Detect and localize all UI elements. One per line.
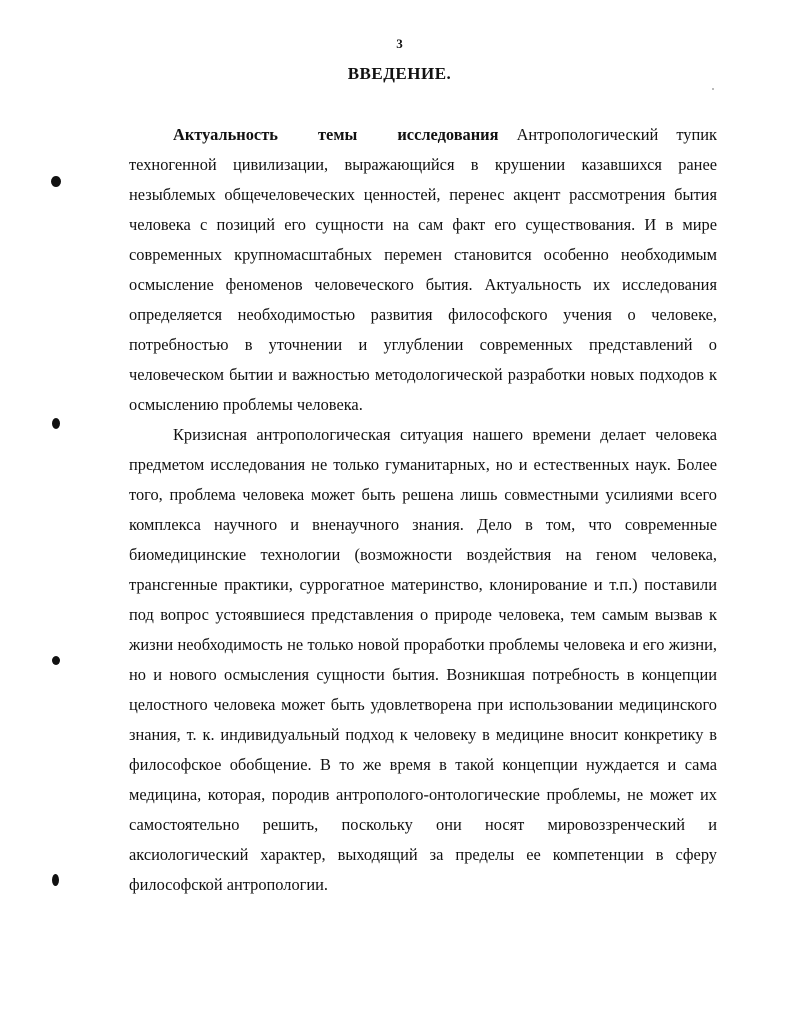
document-body	[129, 120, 717, 900]
paragraph-text: Кризисная антропологическая ситуация нашего времени делает человека предметом исследования не только гуманитарных, но и естественных наук. Более того, проблема человека может быть решена лишь совместными усилиями всего комплекса научного и вненаучного знания. Дело в том, что современные биомедицинские технологии (возможности воздействия на геном человека, трансгенные практики, суррогатное материнство, клонирование и т.п.) поставили под вопрос устоявшиеся представления о природе человека, тем самым вызвав к жизни необходимость не только новой проработки проблемы человека и его жизни, но и нового осмысления сущности бытия. Возникшая потребность в концепции целостного человека может быть удовлетворена при использовании медицинского знания, т. к. индивидуальный подход к человеку в медицине вносит конкретику в философское обобщение. В то же время в такой концепции нуждается и сама медицина, которая, породив антрополого-онтологические проблемы, не может их самостоятельно решить, поскольку они носят мировоззренческий и аксиологический характер, выходящий за пределы ее компетенции в сферу философской антропологии.	[129, 425, 717, 894]
paragraph-lead: Актуальность темы исследования	[173, 125, 499, 144]
binding-hole-mark	[52, 418, 60, 429]
binding-hole-mark	[51, 176, 61, 187]
binding-hole-mark	[52, 656, 60, 665]
paragraph-text: Антропологический тупик техногенной цивилизации, выражающийся в крушении казавшихся ранее незыблемых общечеловеческих ценностей, перенес акцент рассмотрения бытия человека с позиций его сущности на сам факт его существования. И в мире современных крупномасштабных перемен становится особенно необходимым осмысление феноменов человеческого бытия. Актуальность их исследования определяется необходимостью развития философского учения о человеке, потребностью в уточнении и углублении современных представлений о человеческом бытии и важностью методологической разработки новых подходов к осмыслению проблемы человека.	[129, 125, 717, 414]
paragraph-relevance	[129, 120, 717, 420]
page-number: 3	[396, 36, 403, 51]
scan-speck	[712, 88, 714, 90]
page-title: ВВЕДЕНИЕ.	[347, 64, 452, 83]
paragraph-crisis	[129, 420, 717, 900]
binding-hole-mark	[52, 874, 59, 886]
